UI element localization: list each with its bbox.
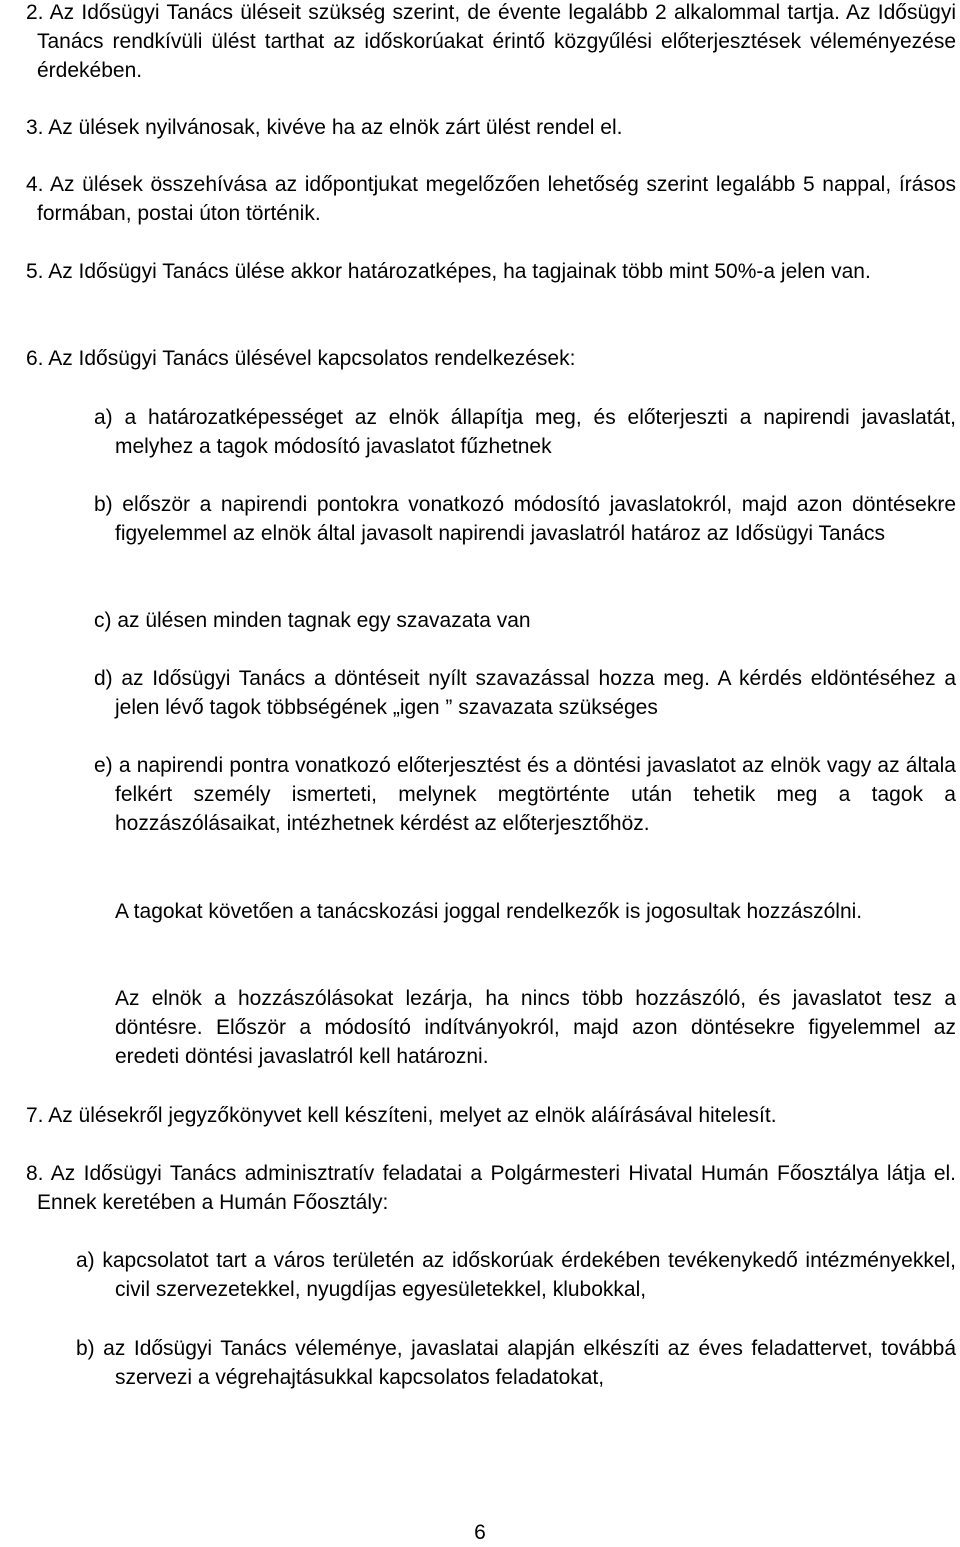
paragraph-4 — [26, 170, 956, 228]
paragraph-7 — [26, 1101, 956, 1130]
section-6-item-d — [94, 664, 956, 722]
paragraph-5-text: 5. Az Idősügyi Tanács ülése akkor határozatképes, ha tagjainak több mint 50%-a jelen van. — [26, 260, 871, 283]
paragraph-4-text: 4. Az ülések összehívása az időpontjukat megelőzően lehetőség szerint legalább 5 nappal, írásos formában, postai úton történik. — [26, 173, 956, 225]
section-6-item-e — [94, 751, 956, 838]
section-8-item-a-text: a) kapcsolatot tart a város területén az időskorúak érdekében tevékenykedő intézményekkel, civil szervezetekkel, nyugdíjas egyesületekkel, klubokkal, — [76, 1249, 956, 1301]
paragraph-2-text: 2. Az Idősügyi Tanács üléseit szükség szerint, de évente legalább 2 alkalommal tartja. Az Idősügyi Tanács rendkívüli ülést tarthat az időskorúakat érintő közgyűlési előterjesztések véleményezése érdekében. — [26, 1, 956, 82]
paragraph-3 — [26, 113, 956, 142]
section-6-item-a-text: a) a határozatképességet az elnök állapítja meg, és előterjeszti a napirendi javaslatát, melyhez a tagok módosító javaslatot fűzhetnek — [94, 406, 956, 458]
page-number: 6 — [474, 1521, 486, 1544]
section-6-item-c — [94, 606, 956, 635]
section-8-item-b — [76, 1334, 956, 1392]
paragraph-3-text: 3. Az ülések nyilvánosak, kivéve ha az elnök zárt ülést rendel el. — [26, 116, 623, 139]
section-8-item-a — [76, 1246, 956, 1304]
section-6-item-e-continuation-1: A tagokat követően a tanácskozási joggal rendelkezők is jogosultak hozzászólni. — [115, 900, 863, 923]
section-6-item-e-continuation-2: Az elnök a hozzászólásokat lezárja, ha nincs több hozzászóló, és javaslatot tesz a döntésre. Először a módosító indítványokról, majd azon döntésekre figyelemmel az eredeti döntési javaslatról kell határozni. — [115, 987, 956, 1068]
paragraph-6 — [26, 344, 956, 373]
section-6-item-b — [94, 490, 956, 548]
paragraph-5 — [26, 257, 956, 286]
section-6-item-a — [94, 403, 956, 461]
section-6-item-e-text: e) a napirendi pontra vonatkozó előterjesztést és a döntési javaslatot az elnök vagy az általa felkért személy ismerteti, melynek megtörténte után tehetik meg a tagok a hozzászólásaikat, intézhetnek kérdést az előterjesztőhöz. — [94, 754, 956, 835]
section-6-item-c-text: c) az ülésen minden tagnak egy szavazata van — [94, 609, 531, 632]
paragraph-8 — [26, 1159, 956, 1217]
section-8-item-b-text: b) az Idősügyi Tanács véleménye, javaslatai alapján elkészíti az éves feladattervet, továbbá szervezi a végrehajtásukkal kapcsolatos feladatokat, — [76, 1337, 956, 1389]
paragraph-6-text: 6. Az Idősügyi Tanács ülésével kapcsolatos rendelkezések: — [26, 347, 576, 370]
paragraph-7-text: 7. Az ülésekről jegyzőkönyvet kell készíteni, melyet az elnök aláírásával hitelesít. — [26, 1104, 777, 1127]
paragraph-8-text: 8. Az Idősügyi Tanács adminisztratív feladatai a Polgármesteri Hivatal Humán Főosztálya látja el. Ennek keretében a Humán Főosztály: — [26, 1162, 956, 1214]
section-6-item-b-text: b) először a napirendi pontokra vonatkozó módosító javaslatokról, majd azon döntésekre figyelemmel az elnök által javasolt napirendi javaslatról határoz az Idősügyi Tanács — [94, 493, 956, 545]
paragraph-2 — [26, 0, 956, 85]
section-6-item-d-text: d) az Idősügyi Tanács a döntéseit nyílt szavazással hozza meg. A kérdés eldöntéséhez a jelen lévő tagok többségének „igen ” szavazata szükséges — [94, 667, 956, 719]
